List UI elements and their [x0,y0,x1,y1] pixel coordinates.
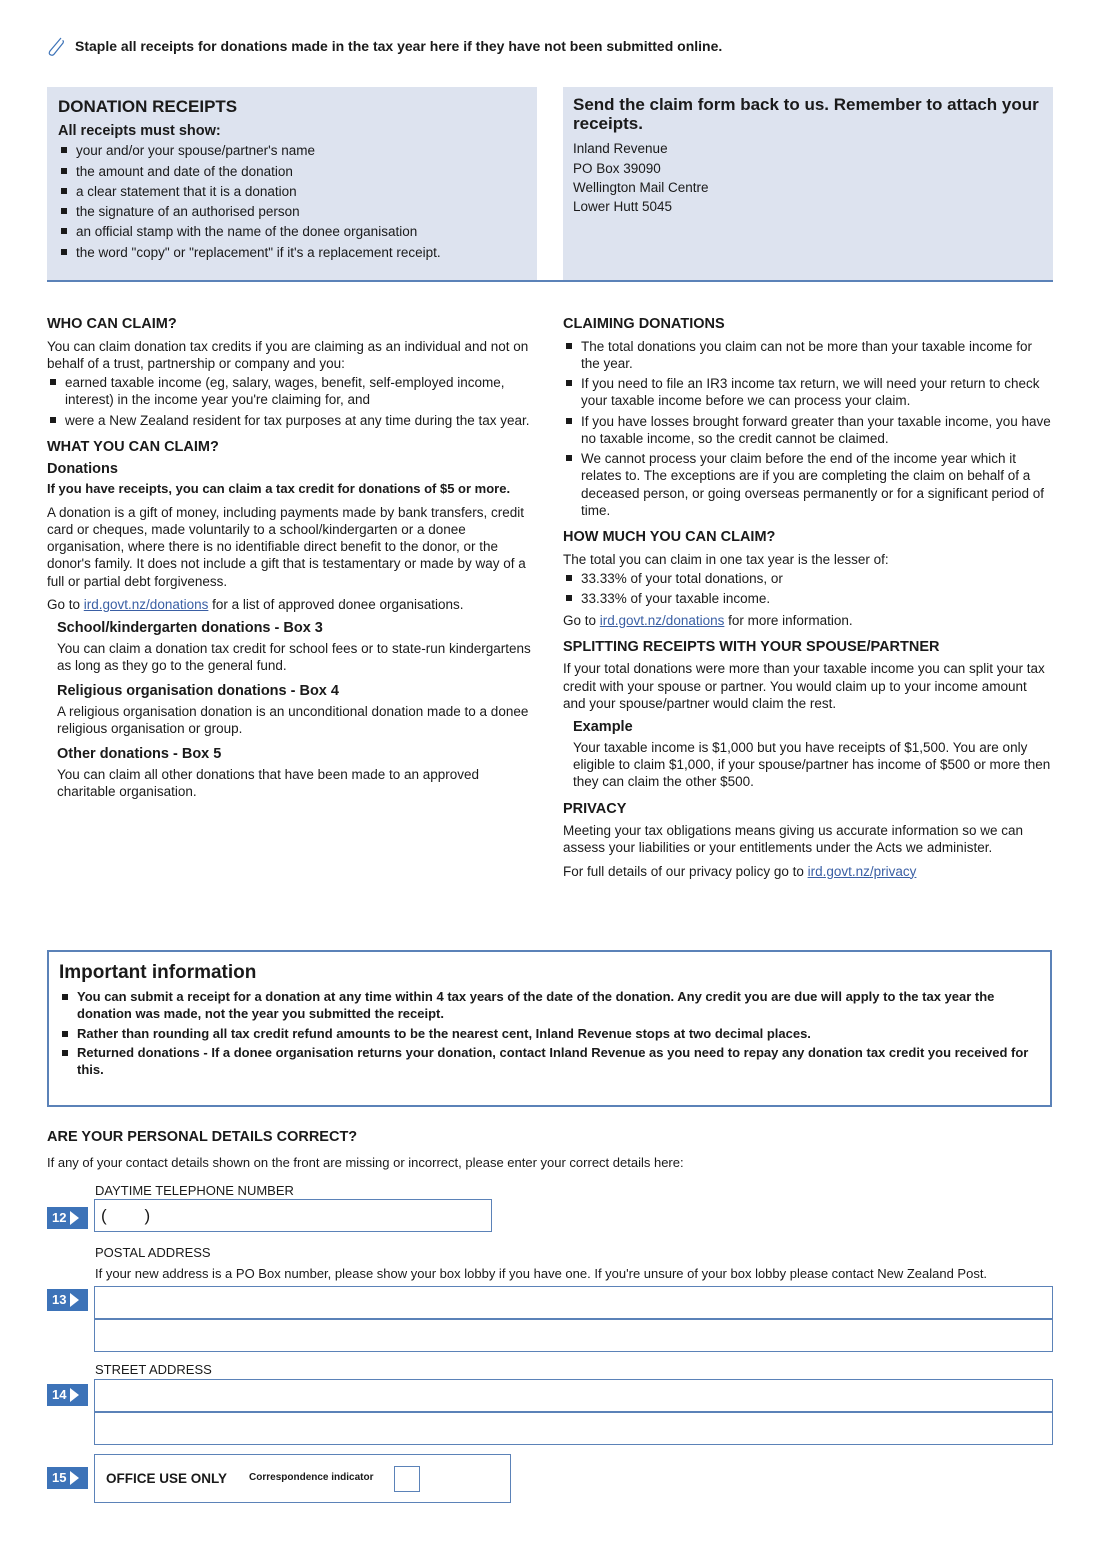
who-can-claim-intro: You can claim donation tax credits if you are claiming as an individual and not on behalf of a trust, partnership or company and you: [47,338,529,371]
goto-suffix: for a list of approved donee organisations. [208,596,464,612]
list-item: your and/or your spouse/partner's name [58,142,526,159]
who-can-claim-list [47,374,539,429]
school-heading: School/kindergarten donations - Box 3 [57,620,323,637]
address-line: Lower Hutt 5045 [573,199,673,215]
office-use-label: OFFICE USE ONLY [106,1470,228,1486]
street-address-line-2-input[interactable] [94,1412,1053,1445]
daytime-phone-input[interactable] [94,1199,492,1232]
correspondence-indicator-checkbox[interactable] [394,1466,420,1492]
how-much-heading: HOW MUCH YOU CAN CLAIM? [563,529,776,546]
box-number: 12 [52,1209,67,1225]
send-back-panel [563,87,1053,281]
arrow-right-icon [70,1293,79,1307]
list-item: were a New Zealand resident for tax purposes at any time during the tax year. [47,412,539,429]
receipts-note: If you have receipts, you can claim a tax credit for donations of $5 or more. [47,480,511,496]
mailing-address [573,140,1043,215]
goto-suffix: for more information. [724,612,853,628]
correspondence-indicator-label: Correspondence indicator [249,1472,374,1484]
donation-receipts-subtitle: All receipts must show: [58,122,221,139]
privacy-heading: PRIVACY [563,800,627,817]
important-information-box [47,950,1052,1107]
splitting-text: If your total donations were more than your taxable income you can split your tax credit with your spouse or partner. You would claim up to your income amount and your spouse/partner would claim the rest. [563,661,1045,711]
other-heading: Other donations - Box 5 [57,746,222,763]
list-item: 33.33% of your taxable income. [563,590,1053,607]
box-13-marker [47,1289,88,1311]
arrow-right-icon [70,1211,79,1225]
list-item: the amount and date of the donation [58,163,526,180]
list-item: the signature of an authorised person [58,203,526,220]
list-item: Rather than rounding all tax credit refund amounts to be the nearest cent, Inland Revenue stops at two decimal places. [59,1026,1040,1043]
list-item: 33.33% of your total donations, or [563,570,1053,587]
postal-address-line-1-input[interactable] [94,1286,1053,1319]
list-item: If you need to file an IR3 income tax return, we will need your return to check your taxable income before we can process your claim. [563,375,1053,410]
religious-text: A religious organisation donation is an unconditional donation made to a donee religious organisation or group. [57,703,529,737]
staple-note [47,36,807,58]
example-heading: Example [573,719,633,736]
list-item: We cannot process your claim before the end of the income year which it relates to. The exceptions are if you are completing the claim on behalf of a deceased person, or going overseas permanently or for a significant period of time. [563,450,1053,519]
privacy-text: Meeting your tax obligations means giving us accurate information so we can assess your liabilities or your entitlements under the Acts we administer. [563,823,1023,856]
splitting-heading: SPLITTING RECEIPTS WITH YOUR SPOUSE/PARTNER [563,638,940,655]
example-section [563,718,1053,790]
claiming-donations-heading: CLAIMING DONATIONS [563,316,725,332]
paperclip-icon [47,36,67,58]
donation-receipts-panel [47,87,537,281]
postal-address-line-2-input[interactable] [94,1319,1053,1352]
box-3-section [47,619,539,800]
donation-receipts-list [58,142,526,261]
box-number: 14 [52,1386,67,1402]
claiming-donations-list [563,338,1053,520]
section-divider [47,280,1053,282]
school-text: You can claim a donation tax credit for school fees or to state-run kindergartens as long as they go to the general fund. [57,640,531,673]
list-item: If you have losses brought forward greater than your taxable income, you have no taxable income, so the credit cannot be claimed. [563,413,1053,448]
box-14-marker [47,1384,88,1406]
personal-details-intro: If any of your contact details shown on the front are missing or incorrect, please enter your correct details here: [47,1155,684,1170]
arrow-right-icon [70,1388,79,1402]
right-column [563,315,1053,886]
donation-receipts-title: DONATION RECEIPTS [58,97,238,116]
important-heading: Important information [59,962,257,983]
street-address-line-1-input[interactable] [94,1379,1053,1412]
list-item: Returned donations - If a donee organisation returns your donation, contact Inland Revenue as you need to repay any donation tax credit you received for this. [59,1045,1040,1078]
personal-details-heading: ARE YOUR PERSONAL DETAILS CORRECT? [47,1129,358,1145]
list-item: The total donations you claim can not be more than your taxable income for the year. [563,338,1053,373]
list-item: the word "copy" or "replacement" if it's a replacement receipt. [58,244,526,261]
box-number: 13 [52,1291,67,1307]
list-item: an official stamp with the name of the donee organisation [58,223,526,240]
staple-note-text: Staple all receipts for donations made in the tax year here if they have not been submitted online. [75,38,723,55]
phone-label: DAYTIME TELEPHONE NUMBER [95,1183,294,1198]
donation-definition: A donation is a gift of money, including payments made by bank transfers, credit card or cheques, made voluntarily to a school/kindergarten or a donee organisation, where there is no identifiable direct benefit to the donor, or the donor's family. It does not include a gift that is testamentary or made by way of a full or partial debt forgiveness. [47,504,526,589]
donations-info-link[interactable]: ird.govt.nz/donations [599,612,725,628]
phone-area-code-brackets: ( ) [101,1206,151,1225]
donations-heading: Donations [47,461,118,478]
box-number: 15 [52,1469,67,1485]
goto-prefix: Go to [563,612,600,628]
address-line: Inland Revenue [573,141,668,157]
postal-address-label: POSTAL ADDRESS [95,1245,211,1260]
privacy-link[interactable]: ird.govt.nz/privacy [807,863,917,879]
left-column [47,315,539,806]
other-text: You can claim all other donations that have been made to an approved charitable organisation. [57,766,480,800]
postal-address-note: If your new address is a PO Box number, please show your box lobby if you have one. If you're unsure of your box lobby please contact New Zealand Post. [95,1266,988,1281]
goto-prefix: Go to [47,596,84,612]
list-item: a clear statement that it is a donation [58,183,526,200]
how-much-intro: The total you can claim in one tax year is the lesser of: [563,551,889,567]
list-item: You can submit a receipt for a donation at any time within 4 tax years of the date of the donation. Any credit you are due will apply to the tax year the donation was made, not the year you submitted the receipt. [59,989,1040,1022]
box-15-marker [47,1467,88,1489]
important-list [59,989,1040,1078]
box-12-marker [47,1207,88,1229]
address-line: Wellington Mail Centre [573,179,709,195]
arrow-right-icon [70,1471,79,1485]
religious-heading: Religious organisation donations - Box 4 [57,683,339,700]
address-line: PO Box 39090 [573,160,661,176]
office-use-box [94,1454,511,1503]
goto-prefix: For full details of our privacy policy go to [563,863,808,879]
what-you-can-claim-heading: WHAT YOU CAN CLAIM? [47,438,219,455]
donations-link[interactable]: ird.govt.nz/donations [83,596,209,612]
how-much-list [563,570,1053,608]
send-back-title: Send the claim form back to us. Remember to attach your receipts. [573,95,1039,133]
who-can-claim-heading: WHO CAN CLAIM? [47,316,177,332]
privacy-goto [563,863,1053,880]
list-item: earned taxable income (eg, salary, wages, benefit, self-employed income, interest) in the income year you're claiming for, and [47,374,539,409]
how-much-goto [563,612,1053,629]
example-text: Your taxable income is $1,000 but you have receipts of $1,500. You are only eligible to claim $1,000, if your spouse/partner has income of $500 or more then they can claim the other $500. [573,739,1051,790]
street-address-label: STREET ADDRESS [95,1362,212,1377]
donee-orgs-goto [47,596,539,613]
